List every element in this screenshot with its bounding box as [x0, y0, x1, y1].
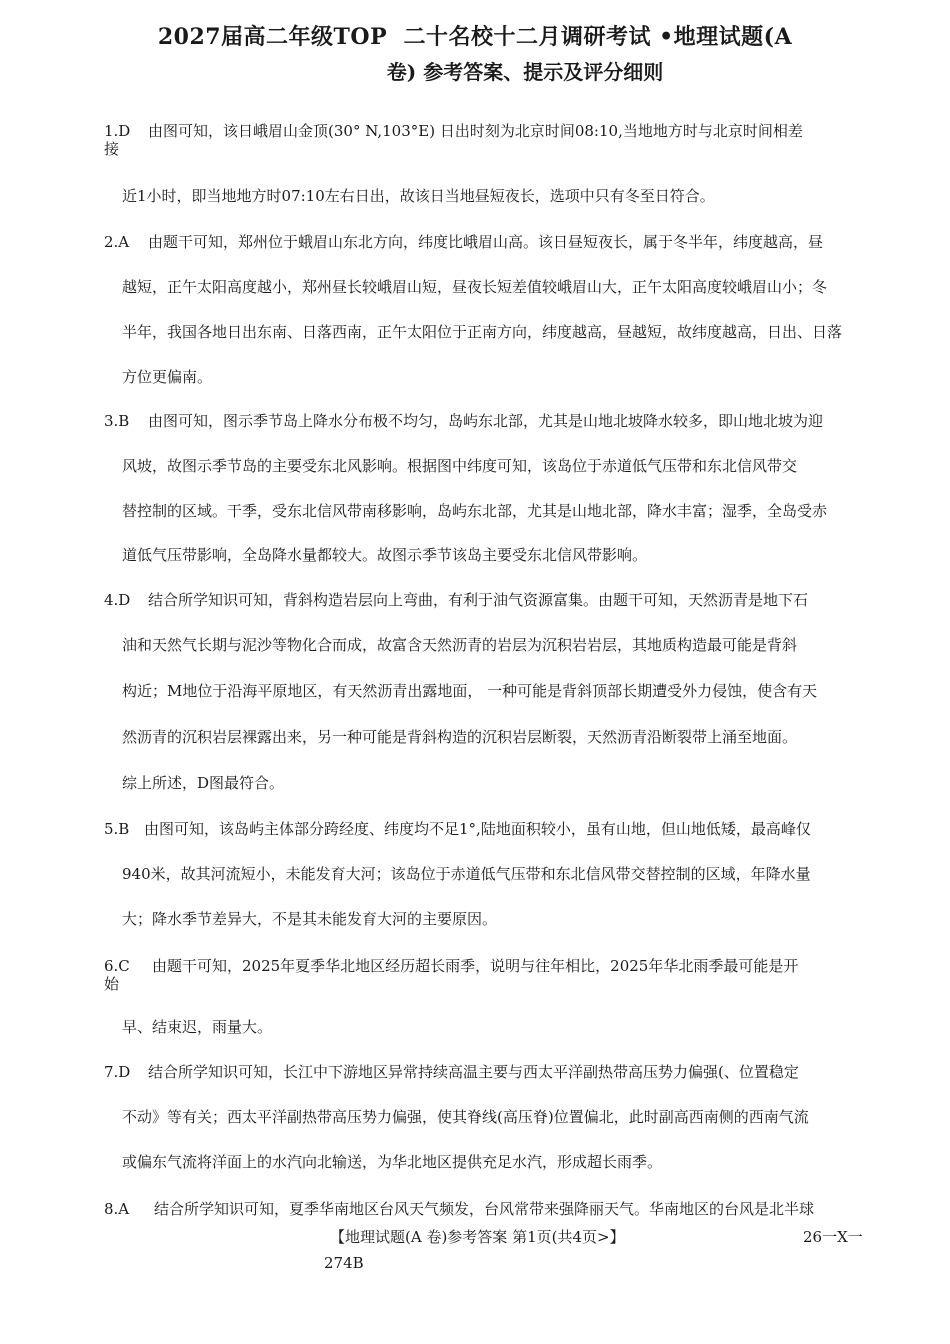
answer-number: 6.C [104, 957, 130, 975]
answer-line: 或偏东气流将洋面上的水汽向北输送，为华北地区提供充足水汽，形成超长雨季。 [122, 1153, 663, 1171]
answer-line: 道低气压带影响，全岛降水量都较大。故图示季节该岛主要受东北信风带影响。 [122, 546, 648, 564]
answer-number: 5.B [104, 820, 130, 838]
answer-number: 7.D [104, 1063, 131, 1081]
exam-code: 26一X一 [803, 1228, 863, 1246]
answer-line: 由题干可知，2025年夏季华北地区经历超长雨季，说明与往年相比，2025年华北雨季最可能是开 [152, 957, 799, 975]
page-footer: 【地理试题(A 卷)参考答案 第1页(共4页>】 [330, 1228, 625, 1246]
answer-line: 结合所学知识可知，夏季华南地区台风天气频发，台风常带来强降丽天气。华南地区的台风是北半球 [154, 1200, 815, 1218]
answer-line: 始 [104, 975, 120, 993]
answer-line: 早、结束迟，雨量大。 [122, 1018, 273, 1036]
exam-code-suffix: 274B [324, 1254, 364, 1272]
answer-line: 半年，我国各地日出东南、日落西南，正午太阳位于正南方向，纬度越高，昼越短，故纬度越高，日出、日落 [122, 323, 843, 341]
answer-line: 替控制的区域。干季，受东北信风带南移影响，岛屿东北部，尤其是山地北部，降水丰富；湿季，全岛受赤 [122, 502, 828, 520]
answer-number: 2.A [104, 233, 130, 251]
answer-line: 大；降水季节差异大，不是其未能发育大河的主要原因。 [122, 910, 498, 928]
answer-line: 然沥青的沉积岩层裸露出来，另一种可能是背斜构造的沉积岩层断裂，天然沥青沿断裂带上涌至地面。 [122, 728, 798, 746]
answer-line: 构近；M地位于沿海平原地区，有天然沥青出露地面， 一种可能是背斜顶部长期遭受外力侵蚀，使含有天 [122, 682, 818, 700]
answer-line: 不动》等有关；西太平洋副热带高压势力偏强，使其脊线(高压脊)位置偏北，此时副高西南侧的西南气流 [122, 1108, 809, 1126]
answer-line: 风坡，故图示季节岛的主要受东北风影响。根据图中纬度可知，该岛位于赤道低气压带和东北信风带交 [122, 457, 798, 475]
answer-line: 由图可知，该日峨眉山金顶(30° N,103°E) 日出时刻为北京时间08:10,当地地方时与北京时间相差 [148, 122, 803, 140]
page-title: 2027届高二年级TOP 二十名校十二月调研考试 •地理试题(A [157, 24, 793, 50]
answer-line: 接 [104, 140, 120, 158]
answer-line: 综上所述，D图最符合。 [122, 774, 285, 792]
answer-line: 结合所学知识可知，长江中下游地区异常持续高温主要与西太平洋副热带高压势力偏强(、位置稳定 [148, 1063, 799, 1081]
answer-line: 越短，正午太阳高度越小，郑州昼长较峨眉山短，昼夜长短差值较峨眉山大，正午太阳高度较峨眉山小；冬 [122, 278, 828, 296]
page-subtitle: 卷) 参考答案、提示及评分细则 [386, 60, 664, 84]
answer-number: 8.A [104, 1200, 130, 1218]
answer-number: 3.B [104, 412, 130, 430]
answer-line: 940米，故其河流短小，未能发育大河；该岛位于赤道低气压带和东北信风带交替控制的区域，年降水量 [122, 865, 811, 883]
answer-number: 1.D [104, 122, 131, 140]
answer-number: 4.D [104, 591, 131, 609]
answer-line: 结合所学知识可知，背斜构造岩层向上弯曲，有利于油气资源富集。由题干可知，天然沥青是地下石 [148, 591, 809, 609]
answer-line: 方位更偏南。 [122, 368, 213, 386]
answer-line: 由图可知，图示季节岛上降水分布极不均匀，岛屿东北部，尤其是山地北坡降水较多，即山地北坡为迎 [148, 412, 824, 430]
answer-line: 由图可知，该岛屿主体部分跨经度、纬度均不足1°,陆地面积较小，虽有山地，但山地低矮，最高峰仅 [144, 820, 811, 838]
answer-line: 近1小时，即当地地方时07:10左右日出，故该日当地昼短夜长，选项中只有冬至日符合。 [122, 187, 715, 205]
answer-line: 油和天然气长期与泥沙等物化合而成，故富含天然沥青的岩层为沉积岩岩层，其地质构造最可能是背斜 [122, 636, 798, 654]
answer-line: 由题干可知，郑州位于蛾眉山东北方向，纬度比峨眉山高。该日昼短夜长，属于冬半年，纬度越高，昼 [148, 233, 824, 251]
